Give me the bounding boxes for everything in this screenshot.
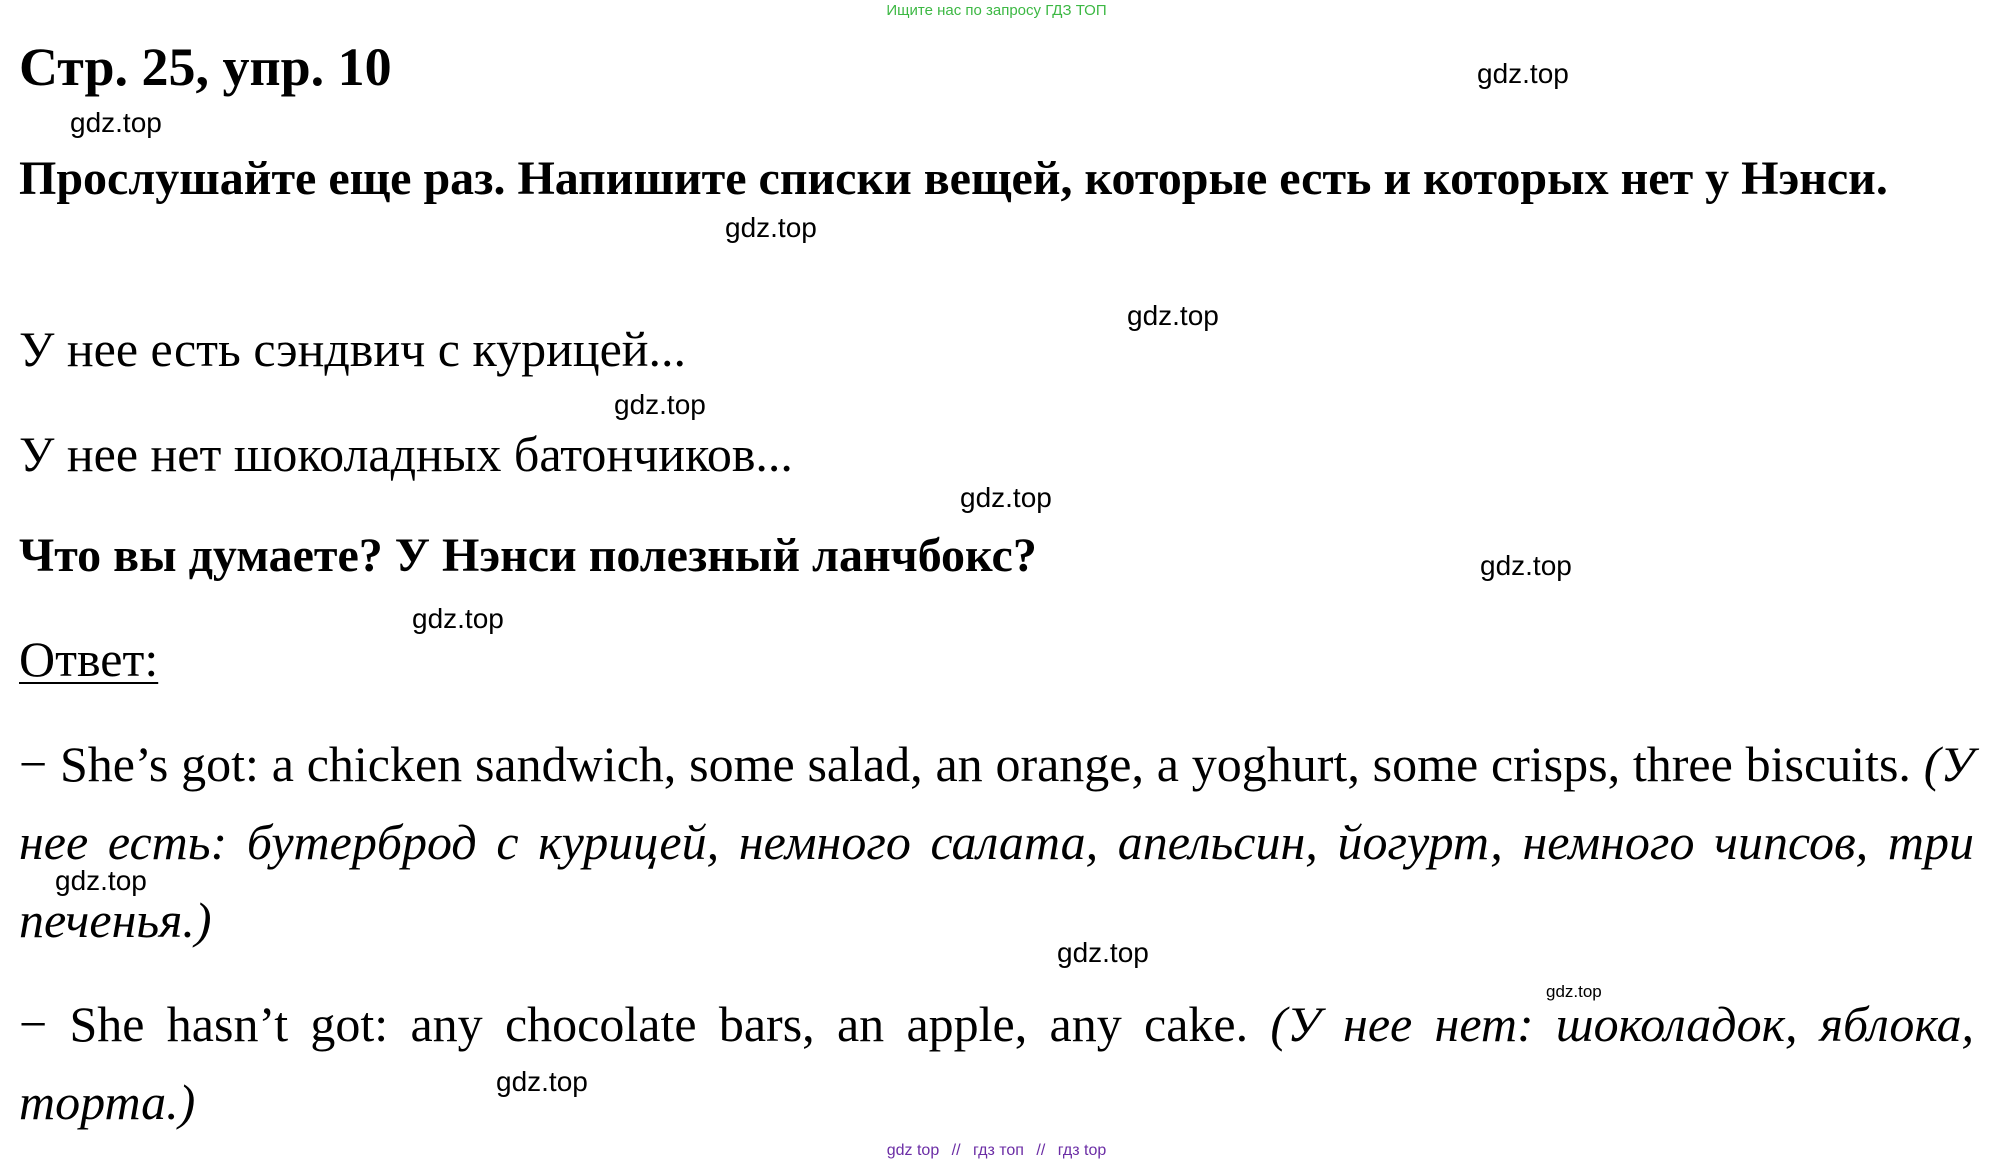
page-title: Стр. 25, упр. 10 (19, 37, 392, 97)
answer-has-not-text: − She hasn’t got: any chocolate bars, an apple, any cake. (19, 996, 1249, 1052)
answer-has-not-translation: (У нее нет: шоколадок, яблока, торта.) (19, 996, 1974, 1130)
answer-has (19, 725, 1974, 959)
answer-has-translation: (У нее есть: бутерброд с курицей, немного салата, апельсин, йогурт, немного чипсов, три печенья.) (19, 736, 1974, 948)
answer-has-not (19, 985, 1974, 1141)
footer-links (0, 1142, 1993, 1160)
example-has: У нее есть сэндвич с курицей... (19, 321, 687, 377)
watermark-small: gdz.top (1546, 982, 1602, 1001)
watermark: gdz.top (725, 212, 817, 243)
watermark: gdz.top (1480, 550, 1572, 581)
watermark: gdz.top (412, 603, 504, 634)
watermark: gdz.top (1477, 58, 1569, 89)
footer-link-2[interactable]: гдз топ (973, 1142, 1024, 1159)
footer-link-1[interactable]: gdz top (886, 1142, 940, 1159)
footer-link-3[interactable]: гдз top (1057, 1142, 1107, 1159)
example-has-not: У нее нет шоколадных батончиков... (19, 426, 793, 482)
watermark: gdz.top (614, 389, 706, 420)
answer-has-text: − She’s got: a chicken sandwich, some salad, an orange, a yoghurt, some crisps, three biscuits. (19, 736, 1911, 792)
watermark: gdz.top (70, 107, 162, 138)
watermark: gdz.top (1127, 300, 1219, 331)
watermark: gdz.top (55, 865, 147, 896)
footer-separator: // (1036, 1142, 1046, 1159)
watermark: gdz.top (496, 1066, 588, 1097)
task-instruction: Прослушайте еще раз. Напишите списки вещей, которые есть и которых нет у Нэнси. (19, 152, 1888, 205)
answer-label: Ответ: (19, 631, 159, 687)
footer-separator: // (951, 1142, 961, 1159)
watermark: gdz.top (1057, 937, 1149, 968)
top-banner: Ищите нас по запросу ГДЗ ТОП (886, 2, 1107, 19)
question: Что вы думаете? У Нэнси полезный ланчбокс? (19, 529, 1037, 582)
watermark: gdz.top (960, 482, 1052, 513)
